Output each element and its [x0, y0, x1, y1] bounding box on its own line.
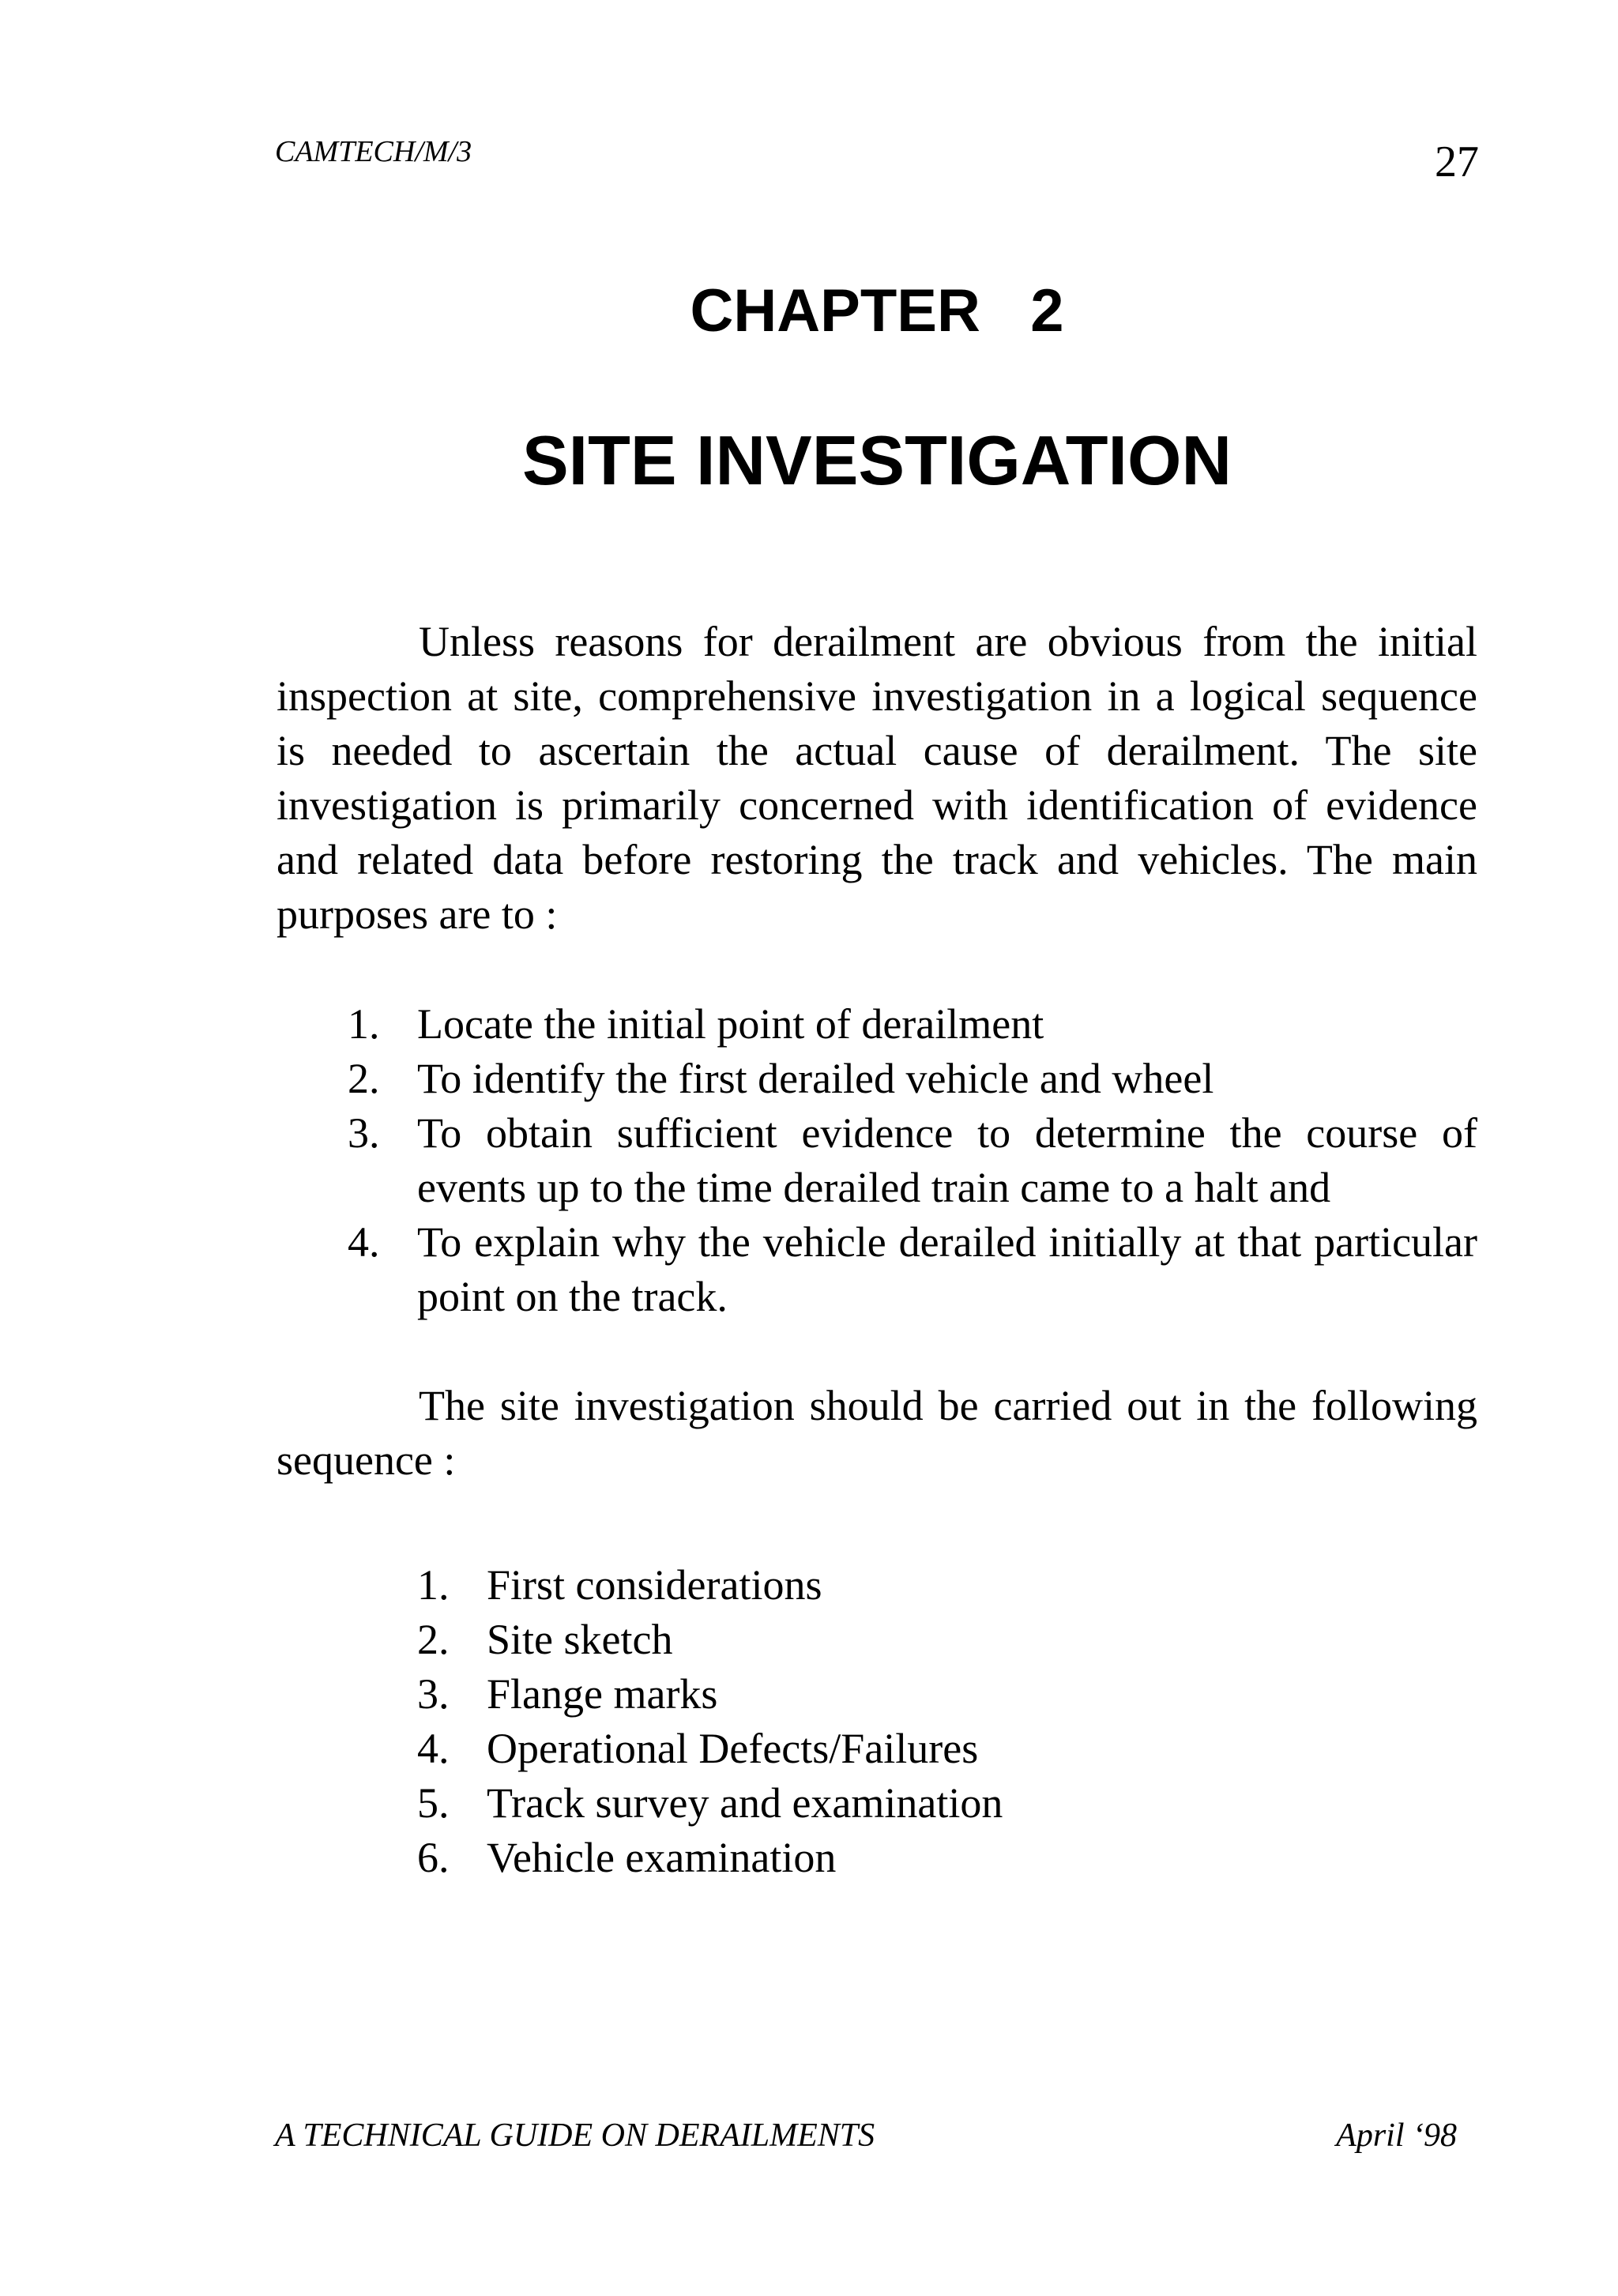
- list-item-text: Flange marks: [487, 1670, 718, 1718]
- list-item-text: Vehicle examination: [487, 1834, 837, 1881]
- list-item: [348, 1215, 1477, 1324]
- list-item: [348, 1106, 1477, 1215]
- list-item-text: Track survey and examination: [487, 1779, 1003, 1827]
- publication-date: April ‘98: [1336, 2117, 1457, 2154]
- chapter-title: SITE INVESTIGATION: [521, 421, 1232, 499]
- list-item: [417, 1831, 1444, 1885]
- purposes-list: [348, 997, 1477, 1324]
- list-item-number: 4.: [417, 1725, 450, 1772]
- list-item: [417, 1667, 1444, 1722]
- list-item-number: 4.: [348, 1218, 380, 1266]
- list-item-number: 3.: [417, 1670, 450, 1718]
- list-item-text: To obtain sufficient evidence to determine the course of events up to the time derailed train came to a halt and: [417, 1109, 1477, 1211]
- page-number: 27: [1435, 137, 1479, 186]
- list-item-number: 2.: [417, 1616, 450, 1663]
- list-item: [348, 1052, 1477, 1106]
- list-item: [348, 997, 1477, 1052]
- list-item: [417, 1613, 1444, 1667]
- guide-title: A TECHNICAL GUIDE ON DERAILMENTS: [275, 2117, 875, 2154]
- intro-paragraph: Unless reasons for derailment are obvious from the initial inspection at site, comprehensive investigation in a logical sequence is needed to ascertain the actual cause of derailment. The site investigation is primarily concerned with identification of evidence and related data before restoring the track and vehicles. The main purposes are to :: [277, 618, 1477, 938]
- list-item-text: Site sketch: [487, 1616, 673, 1663]
- list-item-number: 1.: [417, 1561, 450, 1609]
- sequence-list: [417, 1558, 1444, 1885]
- list-item-number: 1.: [348, 1000, 380, 1048]
- chapter-label: CHAPTER 2: [690, 277, 1064, 344]
- list-item: [417, 1722, 1444, 1776]
- document-code: CAMTECH/M/3: [275, 135, 472, 168]
- list-item-text: To identify the first derailed vehicle and wheel: [417, 1055, 1214, 1102]
- sequence-paragraph: The site investigation should be carried out in the following sequence :: [277, 1382, 1477, 1484]
- list-item-text: Operational Defects/Failures: [487, 1725, 979, 1772]
- list-item: [417, 1776, 1444, 1831]
- list-item-number: 6.: [417, 1834, 450, 1881]
- list-item-number: 5.: [417, 1779, 450, 1827]
- list-item-text: To explain why the vehicle derailed initially at that particular point on the track.: [417, 1218, 1477, 1320]
- list-item-number: 3.: [348, 1109, 380, 1157]
- list-item: [417, 1558, 1444, 1613]
- list-item-text: Locate the initial point of derailment: [417, 1000, 1044, 1048]
- list-item-text: First considerations: [487, 1561, 822, 1609]
- list-item-number: 2.: [348, 1055, 380, 1102]
